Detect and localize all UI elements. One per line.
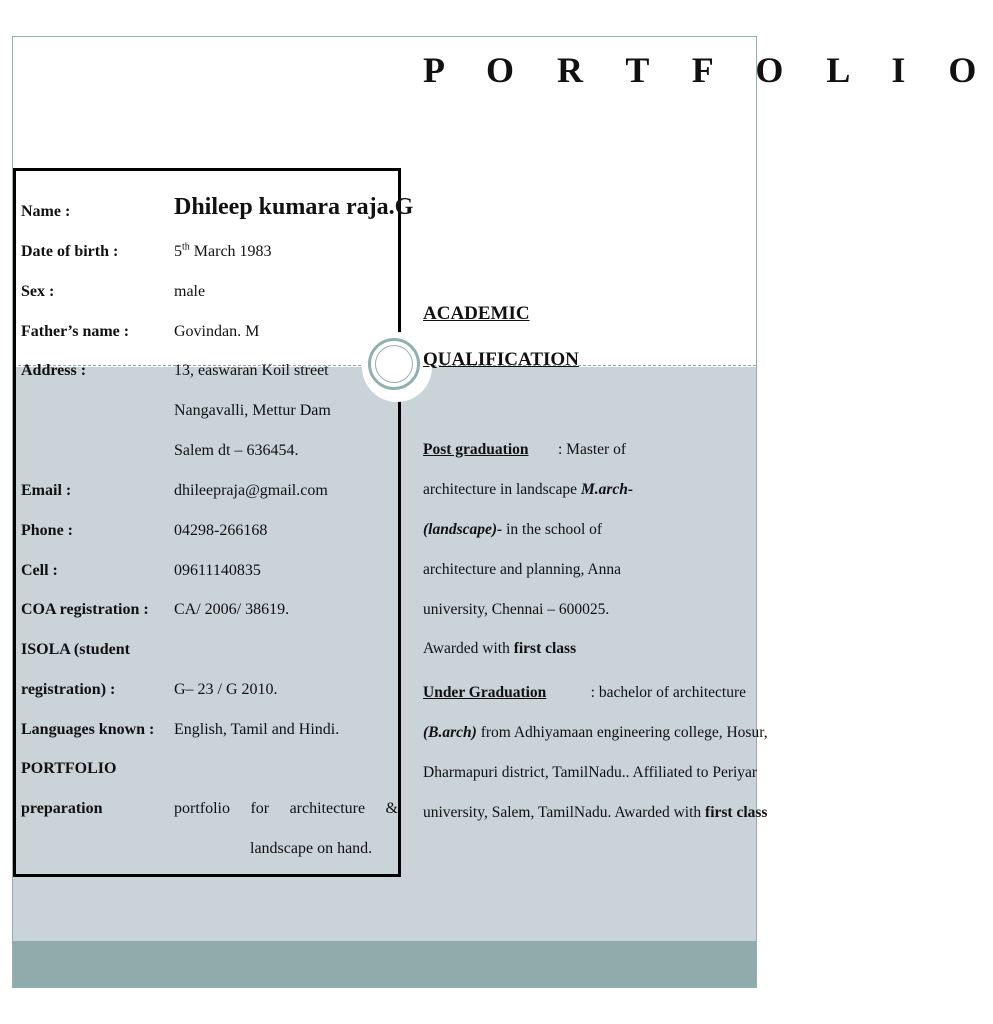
circle-ring-icon bbox=[368, 338, 420, 390]
father-value: Govindan. M bbox=[174, 323, 260, 340]
email-label: Email : bbox=[21, 482, 72, 499]
pg-line-1: Post graduation : Master of bbox=[423, 441, 626, 458]
pg-label: Post graduation bbox=[423, 441, 529, 458]
pg-line-6: Awarded with first class bbox=[423, 640, 577, 657]
pg-line-2: architecture in landscape M.arch- bbox=[423, 481, 634, 498]
name-value: Dhileep kumara raja.G bbox=[174, 194, 414, 220]
portfolio-word: portfolio bbox=[174, 800, 230, 817]
isola-label-line-1: ISOLA (student bbox=[21, 641, 130, 658]
email-value: dhileepraja@gmail.com bbox=[174, 482, 328, 499]
portfolio-word: for bbox=[250, 800, 270, 817]
address-line-1: 13, easwaran Koil street bbox=[174, 362, 329, 379]
pg-line-4: architecture and planning, Anna bbox=[423, 561, 621, 578]
portfolio-value-line-2: landscape on hand. bbox=[250, 840, 373, 857]
isola-value: G– 23 / G 2010. bbox=[174, 681, 278, 698]
address-line-2: Nangavalli, Mettur Dam bbox=[174, 402, 331, 419]
page-title: P O R T F O L I O bbox=[423, 50, 993, 90]
footer-band bbox=[13, 941, 756, 987]
sex-label: Sex : bbox=[21, 283, 55, 300]
portfolio-label-line-1: PORTFOLIO bbox=[21, 760, 117, 777]
languages-value: English, Tamil and Hindi. bbox=[174, 721, 340, 738]
pg-line-5: university, Chennai – 600025. bbox=[423, 601, 610, 618]
address-line-3: Salem dt – 636454. bbox=[174, 442, 299, 459]
portfolio-word: architecture bbox=[289, 800, 366, 817]
ug-line-4: university, Salem, TamilNadu. Awarded with first class bbox=[423, 804, 768, 821]
ug-line-1: Under Graduation : bachelor of architecture bbox=[423, 684, 746, 701]
coa-label: COA registration : bbox=[21, 601, 149, 618]
academic-heading-line-1: ACADEMIC bbox=[423, 303, 530, 324]
dob-label: Date of birth : bbox=[21, 243, 119, 260]
academic-heading-line-2: QUALIFICATION bbox=[423, 349, 579, 370]
dob-value: 5th March 1983 bbox=[174, 241, 272, 260]
father-label: Father’s name : bbox=[21, 323, 130, 340]
sex-value: male bbox=[174, 283, 206, 300]
portfolio-value-line-1 bbox=[174, 799, 398, 819]
slide bbox=[12, 36, 993, 988]
languages-label: Languages known : bbox=[21, 721, 155, 738]
ug-label: Under Graduation bbox=[423, 684, 547, 701]
name-label: Name : bbox=[21, 203, 71, 220]
cell-label: Cell : bbox=[21, 562, 58, 579]
address-label: Address : bbox=[21, 362, 87, 379]
phone-label: Phone : bbox=[21, 522, 73, 539]
portfolio-label-line-2: preparation bbox=[21, 800, 103, 817]
pg-line-3: (landscape)- in the school of bbox=[423, 521, 603, 538]
phone-value: 04298-266168 bbox=[174, 522, 268, 539]
portfolio-word: & bbox=[385, 800, 398, 817]
ug-line-3: Dharmapuri district, TamilNadu.. Affiliated to Periyar bbox=[423, 764, 758, 781]
cell-value: 09611140835 bbox=[174, 562, 261, 579]
ug-line-2: (B.arch) from Adhiyamaan engineering college, Hosur, bbox=[423, 724, 768, 741]
coa-value: CA/ 2006/ 38619. bbox=[174, 601, 290, 618]
isola-label-line-2: registration) : bbox=[21, 681, 116, 698]
